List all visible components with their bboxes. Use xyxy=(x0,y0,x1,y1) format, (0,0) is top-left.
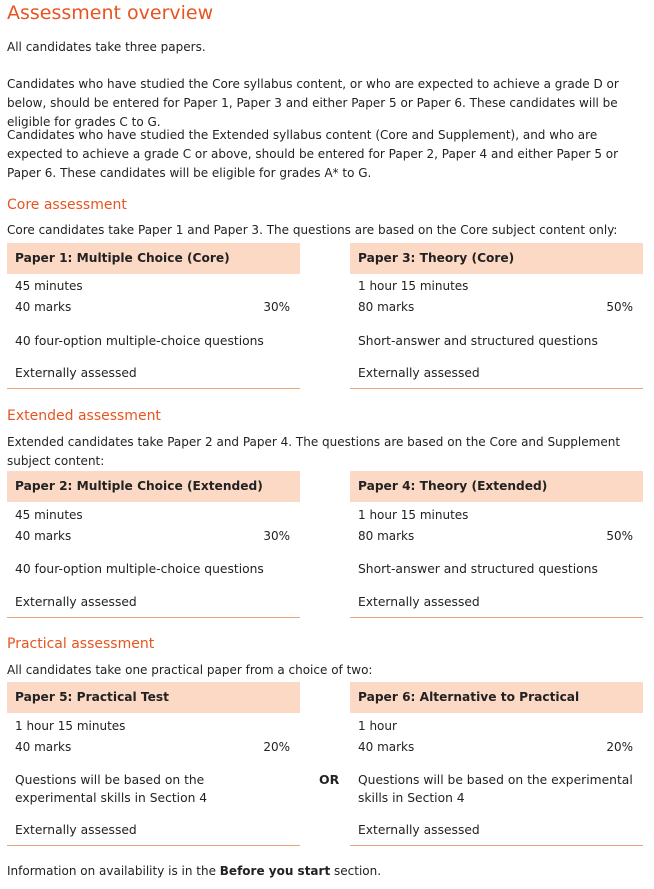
divider xyxy=(350,845,643,846)
paper-4-description: Short-answer and structured questions xyxy=(358,562,598,576)
paper-4-title: Paper 4: Theory (Extended) xyxy=(350,471,643,502)
paper-5-assessed: Externally assessed xyxy=(15,823,137,837)
before-you-start-link-text: Before you start xyxy=(219,864,331,878)
paper-2-description: 40 four-option multiple-choice questions xyxy=(15,562,264,576)
paper-6-description: Questions will be based on the experimental skills in Section 4 xyxy=(358,773,633,805)
paper-4-duration: 1 hour 15 minutes xyxy=(358,508,469,522)
paper-1-duration: 45 minutes xyxy=(15,279,83,293)
paper-6-weight: 20% xyxy=(606,740,633,754)
divider xyxy=(350,617,643,618)
paper-3-assessed: Externally assessed xyxy=(358,366,480,380)
core-heading: Core assessment xyxy=(7,197,127,213)
intro-paragraph-2: Candidates who have studied the Core syllabus content, or who are expected to achieve a grade D or below, should be entered for Paper 1, Paper 3 and either Paper 5 or Paper 6. These candidates will be eligible for grades C to G. xyxy=(7,77,619,129)
paper-3-marks: 80 marks xyxy=(358,300,415,314)
paper-5-description: Questions will be based on the experimental skills in Section 4 xyxy=(15,773,208,805)
paper-5-duration: 1 hour 15 minutes xyxy=(15,719,126,733)
paper-1-card xyxy=(7,243,300,380)
or-label: OR xyxy=(319,772,340,787)
paper-2-marks: 40 marks xyxy=(15,529,72,543)
paper-4-card xyxy=(350,471,643,609)
paper-1-marks: 40 marks xyxy=(15,300,72,314)
paper-5-weight: 20% xyxy=(263,740,290,754)
paper-3-weight: 50% xyxy=(606,300,633,314)
footer-suffix: section. xyxy=(330,864,382,878)
paper-1-description: 40 four-option multiple-choice questions xyxy=(15,334,264,348)
paper-1-weight: 30% xyxy=(263,300,290,314)
extended-heading: Extended assessment xyxy=(7,408,161,424)
divider xyxy=(7,388,300,389)
paper-4-assessed: Externally assessed xyxy=(358,595,480,609)
paper-3-card xyxy=(350,243,643,380)
paper-6-assessed: Externally assessed xyxy=(358,823,480,837)
intro-paragraph-1: All candidates take three papers. xyxy=(7,40,206,54)
paper-2-title: Paper 2: Multiple Choice (Extended) xyxy=(7,471,300,502)
paper-5-card xyxy=(7,682,300,837)
paper-5-marks: 40 marks xyxy=(15,740,72,754)
extended-intro: Extended candidates take Paper 2 and Paper 4. The questions are based on the Core and Supplement subject content: xyxy=(7,435,621,468)
footer-note xyxy=(7,862,647,881)
paper-2-duration: 45 minutes xyxy=(15,508,83,522)
core-intro: Core candidates take Paper 1 and Paper 3. The questions are based on the Core subject content only: xyxy=(7,223,618,237)
practical-heading: Practical assessment xyxy=(7,636,155,652)
paper-1-title: Paper 1: Multiple Choice (Core) xyxy=(7,243,300,274)
divider xyxy=(7,617,300,618)
page-title: Assessment overview xyxy=(7,2,214,24)
paper-2-card xyxy=(7,471,300,609)
paper-3-title: Paper 3: Theory (Core) xyxy=(350,243,643,274)
paper-1-assessed: Externally assessed xyxy=(15,366,137,380)
paper-6-marks: 40 marks xyxy=(358,740,415,754)
paper-6-card xyxy=(350,682,643,837)
paper-3-duration: 1 hour 15 minutes xyxy=(358,279,469,293)
paper-3-description: Short-answer and structured questions xyxy=(358,334,598,348)
practical-intro: All candidates take one practical paper from a choice of two: xyxy=(7,663,373,677)
paper-6-title: Paper 6: Alternative to Practical xyxy=(350,682,643,713)
footer-prefix: Information on availability is in the xyxy=(7,864,220,878)
intro-paragraph-3: Candidates who have studied the Extended syllabus content (Core and Supplement), and who are expected to achieve a grade C or above, should be entered for Paper 2, Paper 4 and either Paper 5 or Paper 6. These candidates will be eligible for grades A* to G. xyxy=(7,128,619,180)
paper-2-assessed: Externally assessed xyxy=(15,595,137,609)
divider xyxy=(7,845,300,846)
paper-4-marks: 80 marks xyxy=(358,529,415,543)
divider xyxy=(350,388,643,389)
paper-4-weight: 50% xyxy=(606,529,633,543)
paper-5-title: Paper 5: Practical Test xyxy=(7,682,300,713)
paper-6-duration: 1 hour xyxy=(358,719,397,733)
paper-2-weight: 30% xyxy=(263,529,290,543)
